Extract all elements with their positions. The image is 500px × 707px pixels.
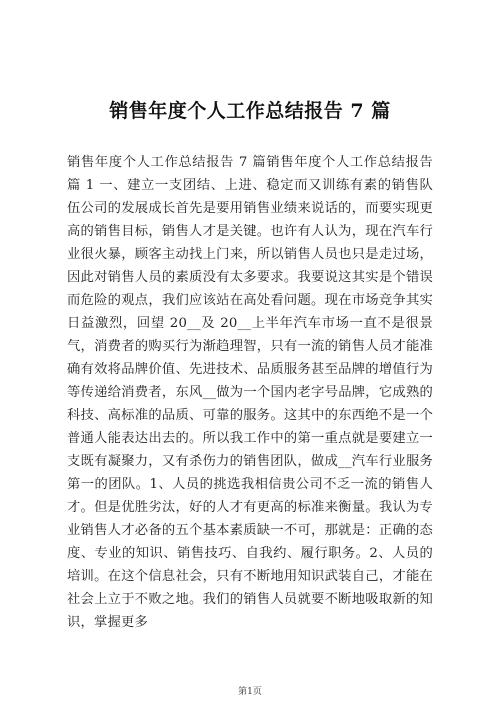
document-body-paragraph: 销售年度个人工作总结报告 7 篇销售年度个人工作总结报告篇 1 一、建立一支团结、上进、稳定而又训练有素的销售队伍公司的发展成长首先是要用销售业绩来说话的，而要实现更高的销售目标，销售人才是关键。也许有人认为，现在汽车行业很火暴，顾客主动找上门来，所以销售人员也只是走过场，因此对销售人员的素质没有太多要求。我要说这其实是个错误而危险的观点，我们应该站在高处看问题。现在市场竞争其实日益激烈，回望 20__及 20__上半年汽车市场一直不是很景气，消费者的购买行为渐趋理智，只有一流的销售人员才能准确有效将品牌价值、先进技术、品质服务甚至品牌的增值行为等传递给消费者，东风__做为一个国内老字号品牌，它成熟的科技、高标准的品质、可靠的服务。这其中的东西绝不是一个普通人能表达出去的。所以我工作中的第一重点就是要建立一支既有凝聚力，又有杀伤力的销售团队，做成__汽车行业服务第一的团队。1、人员的挑选我相信贵公司不乏一流的销售人才。但是优胜劣汰，好的人才有更高的标准来衡量。我认为专业销售人才必备的五个基本素质缺一不可，那就是：正确的态度、专业的知识、销售技巧、自我约、履行职务。2、人员的培训。在这个信息社会，只有不断地用知识武装自己，才能在社会上立于不败之地。我们的销售人员就要不断地吸取新的知识，掌握更多 (67, 155, 433, 630)
document-title: 销售年度个人工作总结报告 7 篇 (109, 100, 391, 122)
page-number: 第1页 (238, 687, 262, 697)
